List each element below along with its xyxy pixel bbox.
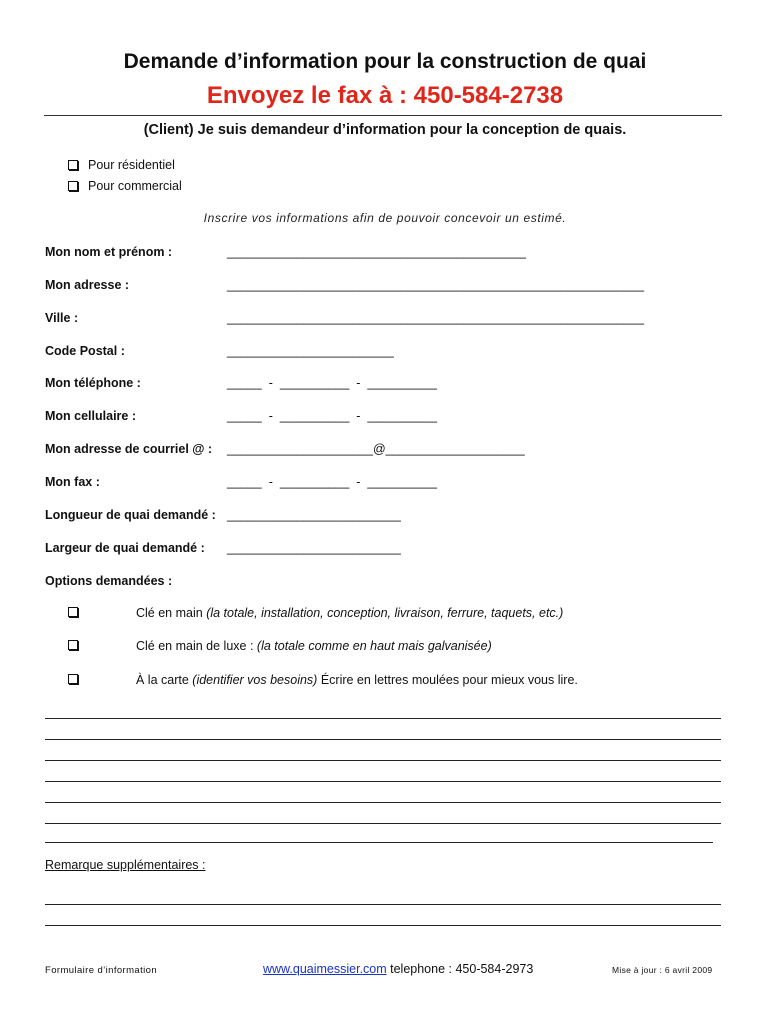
email-field[interactable]: _____________________@____________________	[227, 442, 525, 456]
fax-label: Mon fax :	[45, 475, 100, 489]
writing-line[interactable]	[45, 842, 713, 843]
option-custom-detail: (identifier vos besoins)	[192, 673, 318, 687]
remarks-label: Remarque supplémentaires :	[45, 858, 206, 872]
remarks-line[interactable]	[45, 925, 721, 926]
remarks-line[interactable]	[45, 904, 721, 905]
checkbox-icon[interactable]	[68, 674, 78, 684]
option-luxury-detail: (la totale comme en haut mais galvanisée)	[256, 639, 492, 653]
footer-updated-date: Mise à jour : 6 avril 2009	[612, 965, 713, 975]
option-custom-label: À la carte	[136, 673, 193, 687]
cell-field[interactable]: _____ - __________ - __________	[227, 409, 437, 423]
postal-code-field[interactable]: ________________________	[227, 344, 394, 358]
name-label: Mon nom et prénom :	[45, 245, 173, 259]
footer-form-name: Formulaire d’information	[45, 965, 158, 976]
residential-label: Pour résidentiel	[88, 158, 175, 172]
phone-label: Mon téléphone :	[45, 376, 141, 390]
email-label: Mon adresse de courriel @ :	[45, 442, 213, 456]
option-turnkey-detail: (la totale, installation, conception, livraison, ferrure, taquets, etc.)	[206, 606, 564, 620]
writing-line[interactable]	[45, 760, 721, 761]
instruction-text: Inscrire vos informations afin de pouvoir concevoir un estimé.	[203, 211, 567, 225]
website-link[interactable]: www.quaimessier.com	[263, 962, 387, 976]
residential-option[interactable]	[68, 158, 175, 172]
writing-line[interactable]	[45, 823, 721, 824]
writing-line[interactable]	[45, 718, 721, 719]
checkbox-icon[interactable]	[68, 607, 78, 617]
writing-line[interactable]	[45, 781, 721, 782]
name-field[interactable]: ___________________________________________	[227, 245, 526, 259]
cell-label: Mon cellulaire :	[45, 409, 136, 423]
option-luxury	[136, 639, 492, 653]
option-luxury-label: Clé en main de luxe :	[136, 639, 257, 653]
commercial-option[interactable]	[68, 179, 182, 193]
fax-field[interactable]: _____ - __________ - __________	[227, 475, 437, 489]
options-heading: Options demandées :	[45, 574, 173, 588]
option-custom-note: Écrire en lettres moulées pour mieux vous lire.	[317, 673, 578, 687]
footer-contact	[263, 962, 533, 976]
header-divider	[44, 115, 722, 116]
checkbox-icon[interactable]	[68, 640, 78, 650]
phone-field[interactable]: _____ - __________ - __________	[227, 376, 437, 390]
address-field[interactable]: ____________________________________________________________	[227, 278, 645, 292]
width-field[interactable]: _________________________	[227, 541, 401, 555]
postal-code-label: Code Postal :	[45, 344, 125, 358]
option-turnkey-label: Clé en main	[136, 606, 207, 620]
writing-line[interactable]	[45, 802, 721, 803]
page-title: Demande d’information pour la construction de quai	[123, 50, 647, 73]
width-label: Largeur de quai demandé :	[45, 541, 205, 555]
length-field[interactable]: _________________________	[227, 508, 401, 522]
city-label: Ville :	[45, 311, 79, 325]
footer-phone: telephone : 450-584-2973	[386, 962, 534, 976]
checkbox-icon[interactable]	[68, 181, 78, 191]
city-field[interactable]: ____________________________________________________________	[227, 311, 645, 325]
address-label: Mon adresse :	[45, 278, 130, 292]
commercial-label: Pour commercial	[88, 179, 182, 193]
writing-line[interactable]	[45, 739, 721, 740]
option-turnkey	[136, 606, 563, 620]
fax-number-heading: Envoyez le fax à : 450-584-2738	[206, 82, 564, 109]
checkbox-icon[interactable]	[68, 160, 78, 170]
option-custom	[136, 673, 578, 687]
length-label: Longueur de quai demandé :	[45, 508, 216, 522]
client-statement: (Client) Je suis demandeur d’information pour la conception de quais.	[143, 122, 627, 138]
